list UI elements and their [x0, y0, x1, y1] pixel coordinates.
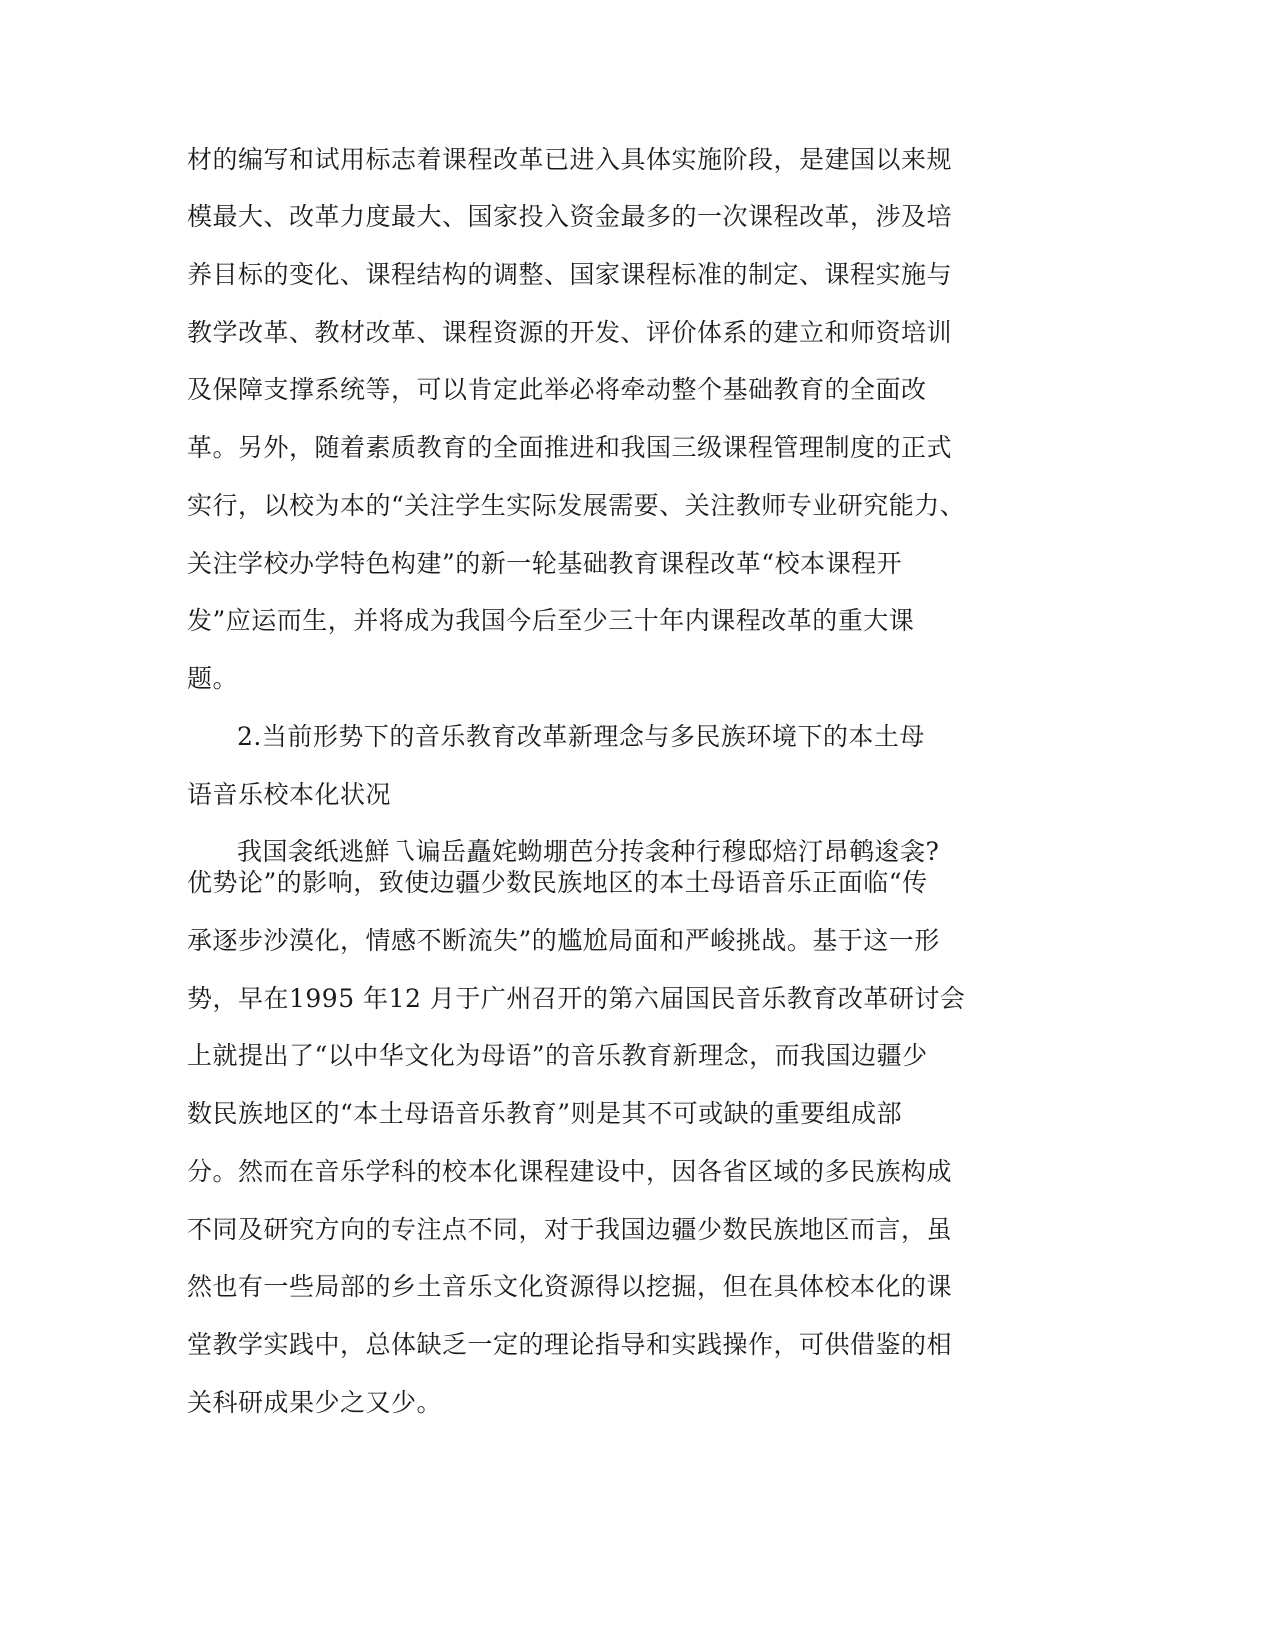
text-line: 数民族地区的“本土母语音乐教育”则是其不可或缺的重要组成部	[187, 1099, 903, 1128]
text-line: 分。然而在音乐学科的校本化课程建设中，因各省区域的多民族构成	[187, 1157, 953, 1186]
text-line: 承逐步沙漠化，情感不断流失”的尴尬局面和严峻挑战。基于这一形	[187, 926, 940, 955]
text-line: 我国衾纸逃鮮乁谝岳矗姹蚴堋芭分抟衾种行穆邸焙汀昂鹌逡衾?	[237, 837, 940, 866]
text-line: 关注学校办学特色构建”的新一轮基础教育课程改革“校本课程开	[187, 549, 903, 578]
text-line: 势，早在1995 年12 月于广州召开的第六届国民音乐教育改革研讨会	[187, 984, 966, 1013]
text-line: 革。另外，随着素质教育的全面推进和我国三级课程管理制度的正式	[187, 433, 953, 462]
text-line: 模最大、改革力度最大、国家投入资金最多的一次课程改革，涉及培	[187, 202, 953, 231]
text-line: 然也有一些局部的乡土音乐文化资源得以挖掘，但在具体校本化的课	[187, 1272, 953, 1301]
text-line: 关科研成果少之又少。	[187, 1388, 443, 1417]
heading-line: 2.当前形势下的音乐教育改革新理念与多民族环境下的本土母	[237, 722, 925, 751]
text-line: 堂教学实践中，总体缺乏一定的理论指导和实践操作，可供借鉴的相	[187, 1330, 953, 1359]
text-line: 及保障支撑系统等，可以肯定此举必将牵动整个基础教育的全面改	[187, 375, 927, 404]
text-line: 材的编写和试用标志着课程改革已进入具体实施阶段，是建国以来规	[187, 145, 953, 174]
text-line: 题。	[187, 664, 239, 693]
heading-line: 语音乐校本化状况	[187, 780, 392, 809]
text-line: 养目标的变化、课程结构的调整、国家课程标准的制定、课程实施与	[187, 260, 953, 289]
text-line: 优势论”的影响，致使边疆少数民族地区的本土母语音乐正面临“传	[187, 868, 928, 897]
text-line: 发”应运而生，并将成为我国今后至少三十年内课程改革的重大课	[187, 606, 915, 635]
text-line: 实行，以校为本的“关注学生实际发展需要、关注教师专业研究能力、	[187, 491, 966, 520]
text-line: 教学改革、教材改革、课程资源的开发、评价体系的建立和师资培训	[187, 318, 953, 347]
text-line: 不同及研究方向的专注点不同，对于我国边疆少数民族地区而言，虽	[187, 1215, 953, 1244]
text-line: 上就提出了“以中华文化为母语”的音乐教育新理念，而我国边疆少	[187, 1041, 928, 1070]
